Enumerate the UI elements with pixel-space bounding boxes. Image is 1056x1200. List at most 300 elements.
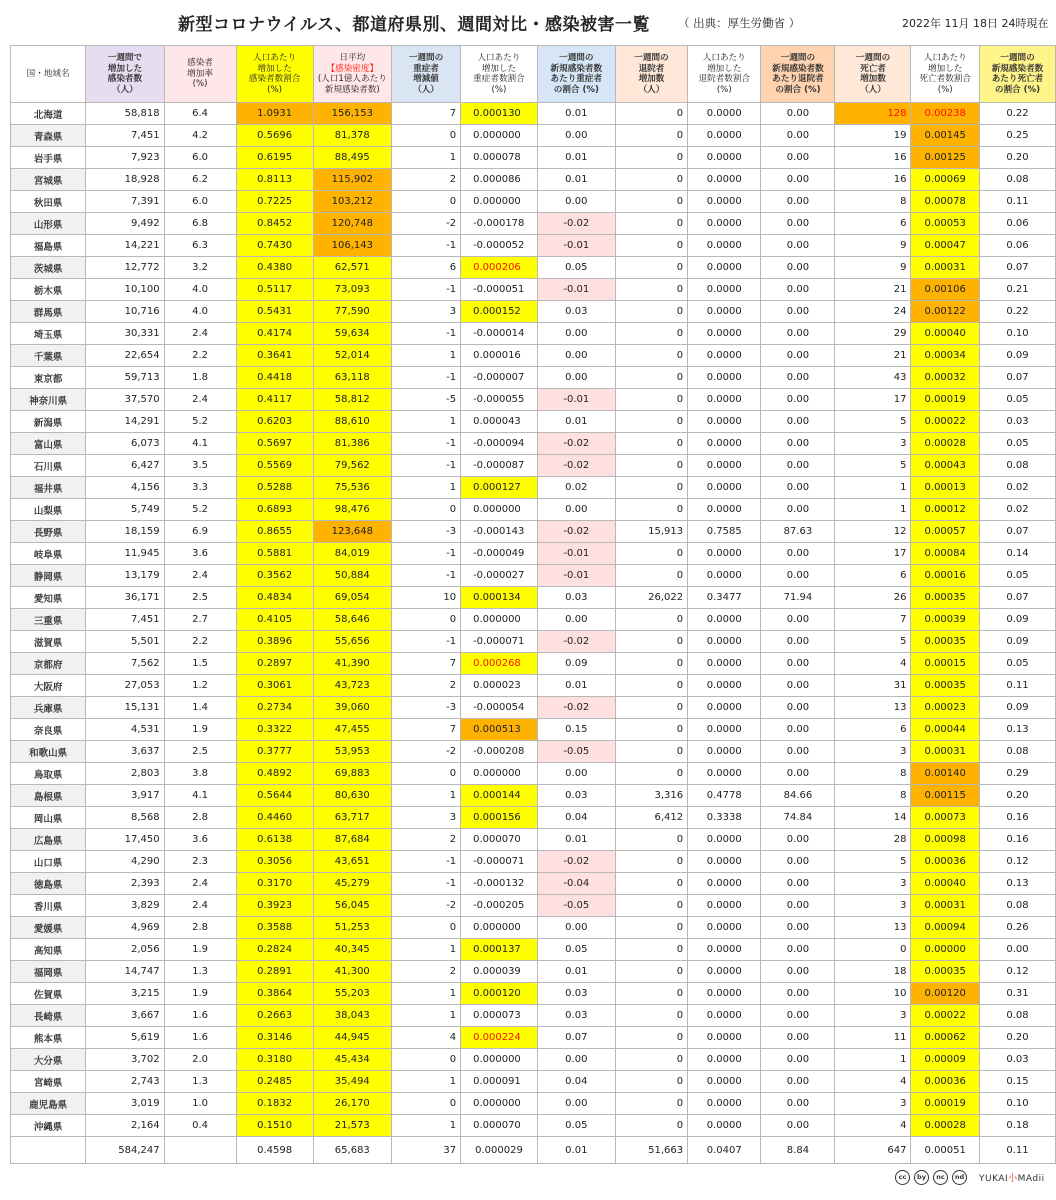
cell-daily-density: 63,717 — [313, 807, 391, 829]
header-severe-ratio: 人口あたり 増加した 重症者数割合 (%) — [461, 46, 538, 103]
cell-discharged-ratio: 0.0000 — [688, 169, 761, 191]
cell-weekly-cases: 10,716 — [86, 301, 164, 323]
cell-discharged-ratio: 0.0000 — [688, 895, 761, 917]
cell-severe-per-case: 0.07 — [537, 1027, 615, 1049]
cell-discharged-per-case: 0.00 — [761, 1005, 835, 1027]
table-row — [11, 719, 1056, 741]
cell-discharged-per-case: 0.00 — [761, 565, 835, 587]
cell-discharged-per-case: 0.00 — [761, 477, 835, 499]
cell-discharged: 0 — [615, 323, 687, 345]
cell-discharged: 26,022 — [615, 587, 687, 609]
cell-discharged-per-case: 0.00 — [761, 125, 835, 147]
table-row — [11, 763, 1056, 785]
cell-discharged-per-case: 74.84 — [761, 807, 835, 829]
cell-discharged: 0 — [615, 1027, 687, 1049]
cell-weekly-cases: 2,056 — [86, 939, 164, 961]
cell-severe-per-case: 0.01 — [537, 961, 615, 983]
cell-death-per-case: 0.03 — [979, 411, 1055, 433]
cell-severe-ratio: 0.000268 — [461, 653, 538, 675]
cell-case-ratio: 0.4117 — [236, 389, 313, 411]
cell-deaths: 16 — [835, 169, 911, 191]
cell-discharged: 0 — [615, 103, 687, 125]
cell-discharged-per-case: 0.00 — [761, 103, 835, 125]
cell-weekly-cases: 7,562 — [86, 653, 164, 675]
cell-discharged-per-case: 0.00 — [761, 543, 835, 565]
cell-death-per-case: 0.09 — [979, 697, 1055, 719]
cell-severe-change: -2 — [391, 741, 460, 763]
cell-weekly-cases: 9,492 — [86, 213, 164, 235]
cell-severe-change: 1 — [391, 1071, 460, 1093]
cell-severe-per-case: 0.00 — [537, 191, 615, 213]
cell-weekly-cases: 7,451 — [86, 609, 164, 631]
cell-deaths: 8 — [835, 785, 911, 807]
cell-death-ratio: 0.00062 — [911, 1027, 979, 1049]
cell-severe-change: 0 — [391, 125, 460, 147]
cell-severe-ratio: 0.000206 — [461, 257, 538, 279]
cell-discharged-per-case: 0.00 — [761, 323, 835, 345]
cell-case-ratio: 0.2485 — [236, 1071, 313, 1093]
cell-region: 島根県 — [11, 785, 86, 807]
cell-discharged-per-case: 0.00 — [761, 1093, 835, 1115]
cell-death-ratio: 0.00043 — [911, 455, 979, 477]
cell-daily-density: 62,571 — [313, 257, 391, 279]
cell-death-ratio: 0.00023 — [911, 697, 979, 719]
cell-weekly-cases: 7,451 — [86, 125, 164, 147]
cell-severe-per-case: 0.00 — [537, 499, 615, 521]
cell-severe-change: 6 — [391, 257, 460, 279]
cell-case-ratio: 0.6893 — [236, 499, 313, 521]
cell-severe-change: -1 — [391, 455, 460, 477]
cell-discharged-per-case: 0.00 — [761, 961, 835, 983]
cell-region: 青森県 — [11, 125, 86, 147]
cell-deaths: 18 — [835, 961, 911, 983]
cell-severe-per-case: 0.03 — [537, 1005, 615, 1027]
header-severe-per-case: 一週間の 新規感染者数 あたり重症者 の割合 (%) — [537, 46, 615, 103]
cell-severe-per-case: -0.05 — [537, 895, 615, 917]
cc-license-icon: cc — [895, 1170, 910, 1185]
cell-discharged-per-case: 0.00 — [761, 345, 835, 367]
header-discharged: 一週間の 退院者 増加数 （人） — [615, 46, 687, 103]
cell-severe-ratio: 0.000224 — [461, 1027, 538, 1049]
cell-case-ratio: 0.4105 — [236, 609, 313, 631]
cell-death-ratio: 0.00140 — [911, 763, 979, 785]
cell-death-ratio: 0.00009 — [911, 1049, 979, 1071]
cell-severe-ratio: 0.000130 — [461, 103, 538, 125]
cell-death-per-case: 0.08 — [979, 1005, 1055, 1027]
cell-daily-density: 40,345 — [313, 939, 391, 961]
cell-case-ratio: 0.3864 — [236, 983, 313, 1005]
cell-severe-ratio: 0.000513 — [461, 719, 538, 741]
cell-case-growth: 2.4 — [164, 565, 236, 587]
cell-daily-density: 43,651 — [313, 851, 391, 873]
cell-deaths: 8 — [835, 763, 911, 785]
cell-death-ratio: 0.00013 — [911, 477, 979, 499]
cell-discharged: 0 — [615, 235, 687, 257]
cell-death-ratio: 0.00073 — [911, 807, 979, 829]
cell-case-growth: 3.8 — [164, 763, 236, 785]
header-row — [11, 46, 1056, 103]
cell-case-growth: 2.5 — [164, 587, 236, 609]
cell-discharged-per-case: 0.00 — [761, 1115, 835, 1137]
cell-deaths: 0 — [835, 939, 911, 961]
cell-deaths: 8 — [835, 191, 911, 213]
cell-discharged: 15,913 — [615, 521, 687, 543]
cell-case-ratio: 0.6203 — [236, 411, 313, 433]
table-row — [11, 917, 1056, 939]
cell-weekly-cases: 3,829 — [86, 895, 164, 917]
cell-discharged-ratio: 0.0000 — [688, 477, 761, 499]
cell-severe-ratio: -0.000094 — [461, 433, 538, 455]
cell-daily-density: 115,902 — [313, 169, 391, 191]
cell-weekly-cases: 3,019 — [86, 1093, 164, 1115]
cell-case-growth: 2.3 — [164, 851, 236, 873]
cell-region: 群馬県 — [11, 301, 86, 323]
cell-case-growth: 6.8 — [164, 213, 236, 235]
cell-daily-density: 53,953 — [313, 741, 391, 763]
cell-death-ratio: 0.00044 — [911, 719, 979, 741]
cell-case-ratio: 0.4892 — [236, 763, 313, 785]
brand-mid: 小 — [1008, 1174, 1018, 1184]
cell-severe-change: -3 — [391, 521, 460, 543]
cell-death-per-case: 0.06 — [979, 213, 1055, 235]
cell-region: 鳥取県 — [11, 763, 86, 785]
cell-case-ratio: 0.2663 — [236, 1005, 313, 1027]
cell-severe-change: 7 — [391, 103, 460, 125]
cell-case-growth: 2.4 — [164, 389, 236, 411]
total-discharged-per-case: 8.84 — [761, 1137, 835, 1164]
cell-discharged-per-case: 0.00 — [761, 367, 835, 389]
cell-discharged: 0 — [615, 631, 687, 653]
cell-death-ratio: 0.00031 — [911, 257, 979, 279]
cell-severe-ratio: 0.000078 — [461, 147, 538, 169]
cell-case-ratio: 0.3056 — [236, 851, 313, 873]
cell-daily-density: 43,723 — [313, 675, 391, 697]
cell-death-ratio: 0.00145 — [911, 125, 979, 147]
cell-case-growth: 2.4 — [164, 323, 236, 345]
cell-case-ratio: 0.5644 — [236, 785, 313, 807]
cell-discharged: 0 — [615, 917, 687, 939]
table-row — [11, 543, 1056, 565]
cell-discharged-per-case: 0.00 — [761, 983, 835, 1005]
cell-discharged-ratio: 0.0000 — [688, 851, 761, 873]
cell-death-per-case: 0.16 — [979, 807, 1055, 829]
cell-region: 香川県 — [11, 895, 86, 917]
cell-discharged: 0 — [615, 939, 687, 961]
cell-daily-density: 47,455 — [313, 719, 391, 741]
cell-discharged-per-case: 0.00 — [761, 411, 835, 433]
cell-region: 徳島県 — [11, 873, 86, 895]
cell-case-growth: 2.4 — [164, 895, 236, 917]
cell-case-ratio: 0.2891 — [236, 961, 313, 983]
cell-severe-ratio: -0.000027 — [461, 565, 538, 587]
cell-daily-density: 81,386 — [313, 433, 391, 455]
cell-discharged-ratio: 0.0000 — [688, 1049, 761, 1071]
cell-discharged-per-case: 0.00 — [761, 895, 835, 917]
cell-deaths: 6 — [835, 213, 911, 235]
cell-deaths: 3 — [835, 433, 911, 455]
nc-noncommercial-icon: nc — [933, 1170, 948, 1185]
cell-severe-per-case: -0.01 — [537, 235, 615, 257]
cell-daily-density: 79,562 — [313, 455, 391, 477]
cell-daily-density: 45,434 — [313, 1049, 391, 1071]
cell-death-per-case: 0.31 — [979, 983, 1055, 1005]
cell-case-growth: 1.9 — [164, 983, 236, 1005]
cell-death-ratio: 0.00035 — [911, 675, 979, 697]
cell-region: 山口県 — [11, 851, 86, 873]
cell-severe-per-case: 0.00 — [537, 609, 615, 631]
cell-death-per-case: 0.13 — [979, 719, 1055, 741]
cell-case-growth: 1.8 — [164, 367, 236, 389]
cell-death-per-case: 0.07 — [979, 587, 1055, 609]
cell-death-per-case: 0.10 — [979, 323, 1055, 345]
cell-severe-change: -1 — [391, 323, 460, 345]
cell-discharged-ratio: 0.4778 — [688, 785, 761, 807]
cell-weekly-cases: 59,713 — [86, 367, 164, 389]
cell-discharged-per-case: 0.00 — [761, 917, 835, 939]
cell-deaths: 4 — [835, 653, 911, 675]
cell-case-ratio: 0.3923 — [236, 895, 313, 917]
cell-region: 北海道 — [11, 103, 86, 125]
cell-severe-ratio: -0.000071 — [461, 851, 538, 873]
cell-case-ratio: 0.3146 — [236, 1027, 313, 1049]
cell-discharged: 0 — [615, 983, 687, 1005]
cell-discharged: 0 — [615, 1049, 687, 1071]
cell-discharged-ratio: 0.0000 — [688, 631, 761, 653]
cell-discharged-ratio: 0.0000 — [688, 719, 761, 741]
cell-death-per-case: 0.11 — [979, 191, 1055, 213]
cell-severe-change: 4 — [391, 1027, 460, 1049]
cell-severe-change: 0 — [391, 499, 460, 521]
cell-severe-per-case: 0.00 — [537, 345, 615, 367]
cell-deaths: 5 — [835, 851, 911, 873]
cell-region: 福井県 — [11, 477, 86, 499]
cell-death-ratio: 0.00069 — [911, 169, 979, 191]
cell-death-ratio: 0.00040 — [911, 873, 979, 895]
cell-weekly-cases: 15,131 — [86, 697, 164, 719]
cell-death-ratio: 0.00053 — [911, 213, 979, 235]
cell-severe-ratio: 0.000000 — [461, 191, 538, 213]
cell-death-ratio: 0.00019 — [911, 1093, 979, 1115]
cell-discharged-per-case: 0.00 — [761, 169, 835, 191]
cell-region: 愛知県 — [11, 587, 86, 609]
cell-case-growth: 4.0 — [164, 279, 236, 301]
cell-discharged: 0 — [615, 433, 687, 455]
cell-deaths: 9 — [835, 235, 911, 257]
cell-severe-ratio: 0.000000 — [461, 1093, 538, 1115]
cell-case-growth: 4.1 — [164, 433, 236, 455]
cell-severe-change: -1 — [391, 543, 460, 565]
cell-case-growth: 3.5 — [164, 455, 236, 477]
cell-discharged-per-case: 0.00 — [761, 631, 835, 653]
cell-death-per-case: 0.00 — [979, 939, 1055, 961]
cell-region: 神奈川県 — [11, 389, 86, 411]
cell-case-growth: 2.4 — [164, 873, 236, 895]
cell-death-per-case: 0.05 — [979, 653, 1055, 675]
header-case-ratio: 人口あたり 増加した 感染者数割合 (%) — [236, 46, 313, 103]
cell-discharged-per-case: 0.00 — [761, 653, 835, 675]
cell-case-growth: 6.9 — [164, 521, 236, 543]
cell-death-per-case: 0.07 — [979, 521, 1055, 543]
cell-severe-ratio: 0.000137 — [461, 939, 538, 961]
cell-discharged: 0 — [615, 719, 687, 741]
cell-weekly-cases: 2,803 — [86, 763, 164, 785]
cell-discharged-ratio: 0.0000 — [688, 829, 761, 851]
cell-death-ratio: 0.00012 — [911, 499, 979, 521]
cell-discharged-per-case: 0.00 — [761, 829, 835, 851]
cell-weekly-cases: 3,917 — [86, 785, 164, 807]
cell-discharged-per-case: 0.00 — [761, 1071, 835, 1093]
cell-severe-change: 1 — [391, 411, 460, 433]
cell-weekly-cases: 7,923 — [86, 147, 164, 169]
cell-region: 岐阜県 — [11, 543, 86, 565]
cell-region: 静岡県 — [11, 565, 86, 587]
cell-weekly-cases: 18,928 — [86, 169, 164, 191]
cell-deaths: 6 — [835, 719, 911, 741]
cell-deaths: 16 — [835, 147, 911, 169]
cell-daily-density: 63,118 — [313, 367, 391, 389]
cell-discharged: 0 — [615, 851, 687, 873]
cell-case-growth: 1.2 — [164, 675, 236, 697]
cell-case-ratio: 0.1510 — [236, 1115, 313, 1137]
cell-weekly-cases: 2,743 — [86, 1071, 164, 1093]
cell-case-growth: 1.6 — [164, 1005, 236, 1027]
cell-death-per-case: 0.18 — [979, 1115, 1055, 1137]
cell-severe-ratio: 0.000000 — [461, 917, 538, 939]
cell-death-per-case: 0.07 — [979, 257, 1055, 279]
cell-weekly-cases: 17,450 — [86, 829, 164, 851]
table-row — [11, 1093, 1056, 1115]
cell-severe-per-case: 0.04 — [537, 1071, 615, 1093]
cell-case-ratio: 0.3588 — [236, 917, 313, 939]
total-severe-change: 37 — [391, 1137, 460, 1164]
table-row — [11, 477, 1056, 499]
cell-death-per-case: 0.14 — [979, 543, 1055, 565]
cell-daily-density: 106,143 — [313, 235, 391, 257]
cell-weekly-cases: 2,164 — [86, 1115, 164, 1137]
cell-daily-density: 75,536 — [313, 477, 391, 499]
cell-discharged: 0 — [615, 213, 687, 235]
cell-severe-ratio: 0.000152 — [461, 301, 538, 323]
table-row — [11, 103, 1056, 125]
cell-death-per-case: 0.22 — [979, 103, 1055, 125]
cell-weekly-cases: 27,053 — [86, 675, 164, 697]
cell-death-per-case: 0.07 — [979, 367, 1055, 389]
cell-discharged: 0 — [615, 125, 687, 147]
cell-discharged-ratio: 0.0000 — [688, 455, 761, 477]
cell-discharged-ratio: 0.0000 — [688, 191, 761, 213]
cell-severe-change: 1 — [391, 1005, 460, 1027]
cell-case-ratio: 0.8113 — [236, 169, 313, 191]
cell-discharged-ratio: 0.0000 — [688, 1093, 761, 1115]
cell-discharged: 0 — [615, 279, 687, 301]
cell-severe-ratio: 0.000127 — [461, 477, 538, 499]
cell-discharged-ratio: 0.0000 — [688, 433, 761, 455]
cell-discharged-ratio: 0.0000 — [688, 939, 761, 961]
cell-severe-ratio: 0.000091 — [461, 1071, 538, 1093]
cell-weekly-cases: 58,818 — [86, 103, 164, 125]
cell-deaths: 13 — [835, 917, 911, 939]
cell-case-ratio: 0.5431 — [236, 301, 313, 323]
cell-deaths: 9 — [835, 257, 911, 279]
cell-death-per-case: 0.21 — [979, 279, 1055, 301]
cell-deaths: 13 — [835, 697, 911, 719]
table-row — [11, 257, 1056, 279]
cell-severe-change: -1 — [391, 433, 460, 455]
cell-case-growth: 4.0 — [164, 301, 236, 323]
cell-discharged-per-case: 0.00 — [761, 1049, 835, 1071]
cell-discharged-ratio: 0.0000 — [688, 543, 761, 565]
cell-severe-per-case: 0.00 — [537, 1049, 615, 1071]
cell-severe-ratio: 0.000134 — [461, 587, 538, 609]
cell-death-ratio: 0.00031 — [911, 741, 979, 763]
cell-discharged: 0 — [615, 829, 687, 851]
table-row — [11, 191, 1056, 213]
table-row — [11, 521, 1056, 543]
total-daily-density: 65,683 — [313, 1137, 391, 1164]
table-row — [11, 1071, 1056, 1093]
cell-discharged: 3,316 — [615, 785, 687, 807]
cell-case-growth: 4.1 — [164, 785, 236, 807]
cell-severe-per-case: -0.02 — [537, 213, 615, 235]
header-deaths: 一週間の 死亡者 増加数 （人） — [835, 46, 911, 103]
table-row — [11, 125, 1056, 147]
cell-death-ratio: 0.00000 — [911, 939, 979, 961]
cell-daily-density: 45,279 — [313, 873, 391, 895]
cell-severe-ratio: -0.000014 — [461, 323, 538, 345]
cell-case-ratio: 0.5881 — [236, 543, 313, 565]
cell-deaths: 29 — [835, 323, 911, 345]
cell-death-per-case: 0.16 — [979, 829, 1055, 851]
cell-discharged: 0 — [615, 257, 687, 279]
cell-severe-per-case: 0.01 — [537, 169, 615, 191]
cell-discharged: 0 — [615, 895, 687, 917]
cell-severe-ratio: -0.000178 — [461, 213, 538, 235]
total-case-growth — [164, 1137, 236, 1164]
cell-discharged-per-case: 0.00 — [761, 235, 835, 257]
cell-deaths: 6 — [835, 565, 911, 587]
cell-discharged: 0 — [615, 1071, 687, 1093]
cell-death-per-case: 0.20 — [979, 147, 1055, 169]
cell-death-per-case: 0.12 — [979, 961, 1055, 983]
cell-severe-change: -5 — [391, 389, 460, 411]
cell-region: 大分県 — [11, 1049, 86, 1071]
cell-severe-ratio: 0.000120 — [461, 983, 538, 1005]
cell-case-growth: 1.9 — [164, 939, 236, 961]
cell-severe-ratio: 0.000016 — [461, 345, 538, 367]
cell-severe-per-case: 0.00 — [537, 125, 615, 147]
cell-discharged-ratio: 0.0000 — [688, 763, 761, 785]
cell-case-growth: 0.4 — [164, 1115, 236, 1137]
cell-weekly-cases: 4,156 — [86, 477, 164, 499]
table-row — [11, 1027, 1056, 1049]
cell-death-ratio: 0.00019 — [911, 389, 979, 411]
table-row — [11, 455, 1056, 477]
cell-region: 新潟県 — [11, 411, 86, 433]
cell-daily-density: 77,590 — [313, 301, 391, 323]
cell-weekly-cases: 8,568 — [86, 807, 164, 829]
cell-discharged-ratio: 0.0000 — [688, 367, 761, 389]
header-weekly-cases: 一週間で 増加した 感染者数 （人） — [86, 46, 164, 103]
cell-daily-density: 35,494 — [313, 1071, 391, 1093]
cell-discharged-ratio: 0.0000 — [688, 653, 761, 675]
cell-severe-change: 2 — [391, 675, 460, 697]
cell-case-growth: 6.0 — [164, 147, 236, 169]
table-row — [11, 961, 1056, 983]
cell-severe-per-case: 0.05 — [537, 1115, 615, 1137]
cell-daily-density: 56,045 — [313, 895, 391, 917]
cell-region: 京都府 — [11, 653, 86, 675]
cell-daily-density: 120,748 — [313, 213, 391, 235]
